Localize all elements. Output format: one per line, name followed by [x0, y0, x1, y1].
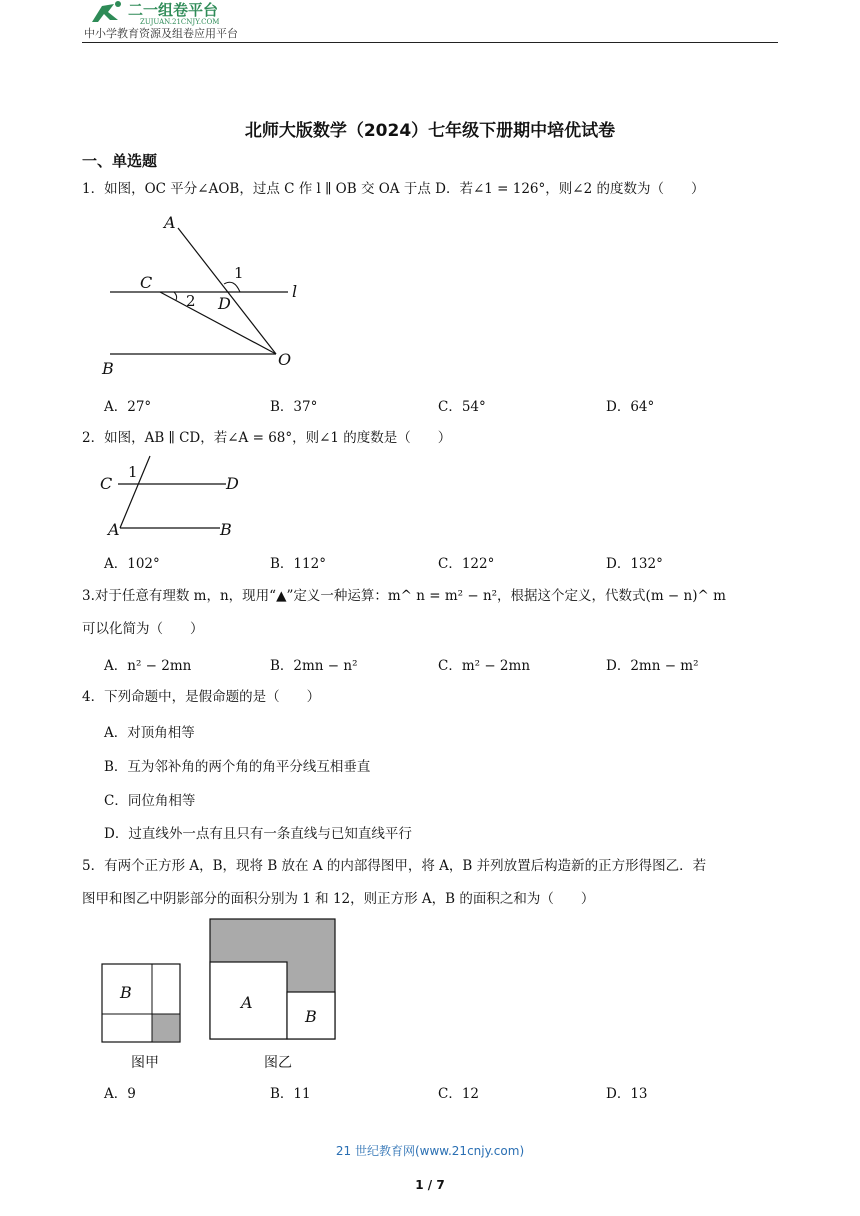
page-number: 1 / 7: [415, 1178, 445, 1192]
label-B: B: [305, 1007, 317, 1026]
label-A: A: [241, 993, 253, 1012]
q3-option-a[interactable]: A．n² − 2mn: [104, 658, 192, 674]
label-1: 1: [128, 463, 138, 481]
q1-option-c[interactable]: C．54°: [438, 399, 486, 415]
runner-logo-icon: [92, 4, 118, 22]
question-5-line-1: 5．有两个正方形 A，B，现将 B 放在 A 的内部得图甲，将 A，B 并列放置后构造新的正方形得图乙．若: [82, 858, 707, 874]
q5-option-c[interactable]: C．12: [438, 1086, 480, 1102]
q1-option-b[interactable]: B．37°: [270, 399, 318, 415]
header-divider: [82, 42, 778, 43]
question-3-line-2: 可以化简为（ ）: [82, 621, 204, 637]
q4-option-c[interactable]: C．同位角相等: [104, 793, 196, 809]
q2-option-a[interactable]: A．102°: [104, 556, 160, 572]
logo-text: 二一组卷平台: [128, 1, 219, 19]
label-D: D: [218, 294, 231, 313]
question-3-line-1: 3.对于任意有理数 m，n，现用“▲”定义一种运算：m^ n = m² − n²，根据这个定义，代数式(m − n)^ m: [82, 588, 726, 604]
question-1-text: 1．如图，OC 平分∠AOB，过点 C 作 l ∥ OB 交 OA 于点 D．若∠1 = 126°，则∠2 的度数为（ ）: [82, 181, 705, 197]
q4-option-a[interactable]: A．对顶角相等: [104, 725, 195, 741]
question-2-figure: [98, 454, 258, 542]
label-2: 2: [186, 292, 196, 310]
label-l: l: [292, 282, 298, 301]
question-1-figure: [100, 208, 310, 378]
label-B: B: [220, 520, 232, 539]
label-C: C: [140, 273, 153, 292]
figure-yi: [210, 919, 335, 1039]
q4-option-d[interactable]: D．过直线外一点有且只有一条直线与已知直线平行: [104, 826, 412, 842]
question-4-text: 4．下列命题中，是假命题的是（ ）: [82, 689, 321, 705]
q1-option-d[interactable]: D．64°: [606, 399, 655, 415]
q5-option-a[interactable]: A．9: [104, 1086, 136, 1102]
q3-option-c[interactable]: C．m² − 2mn: [438, 658, 531, 674]
q5-option-d[interactable]: D．13: [606, 1086, 648, 1102]
label-A: A: [108, 520, 120, 539]
question-5-line-2: 图甲和图乙中阴影部分的面积分别为 1 和 12，则正方形 A，B 的面积之和为（ ）: [82, 891, 595, 907]
header-subtitle: 中小学教育资源及组卷应用平台: [84, 27, 238, 40]
label-D: D: [226, 474, 239, 493]
caption-yi: 图乙: [264, 1055, 292, 1071]
question-5-figure: [98, 916, 348, 1076]
label-A: A: [164, 213, 176, 232]
q3-option-d[interactable]: D．2mn − m²: [606, 658, 699, 674]
figure-jia: [102, 964, 180, 1042]
caption-jia: 图甲: [131, 1055, 159, 1071]
q2-option-b[interactable]: B．112°: [270, 556, 326, 572]
label-B: B: [120, 983, 132, 1002]
q2-option-d[interactable]: D．132°: [606, 556, 663, 572]
question-2-text: 2．如图，AB ∥ CD，若∠A = 68°，则∠1 的度数是（ ）: [82, 430, 452, 446]
q2-option-c[interactable]: C．122°: [438, 556, 495, 572]
q3-option-b[interactable]: B．2mn − n²: [270, 658, 358, 674]
section-heading: 一、单选题: [82, 152, 158, 170]
label-C: C: [100, 474, 113, 493]
header-logo: [84, 0, 274, 26]
label-1: 1: [234, 264, 244, 282]
label-B: B: [102, 359, 114, 378]
q5-option-b[interactable]: B．11: [270, 1086, 311, 1102]
q4-option-b[interactable]: B．互为邻补角的两个角的角平分线互相垂直: [104, 759, 371, 775]
footer-source-link[interactable]: 21 世纪教育网(www.21cnjy.com): [335, 1144, 525, 1158]
label-O: O: [278, 350, 292, 369]
page-title: 北师大版数学（2024）七年级下册期中培优试卷: [244, 121, 616, 141]
logo-subtext: ZUJUAN.21CNJY.COM: [140, 18, 220, 26]
q1-option-a[interactable]: A．27°: [104, 399, 152, 415]
